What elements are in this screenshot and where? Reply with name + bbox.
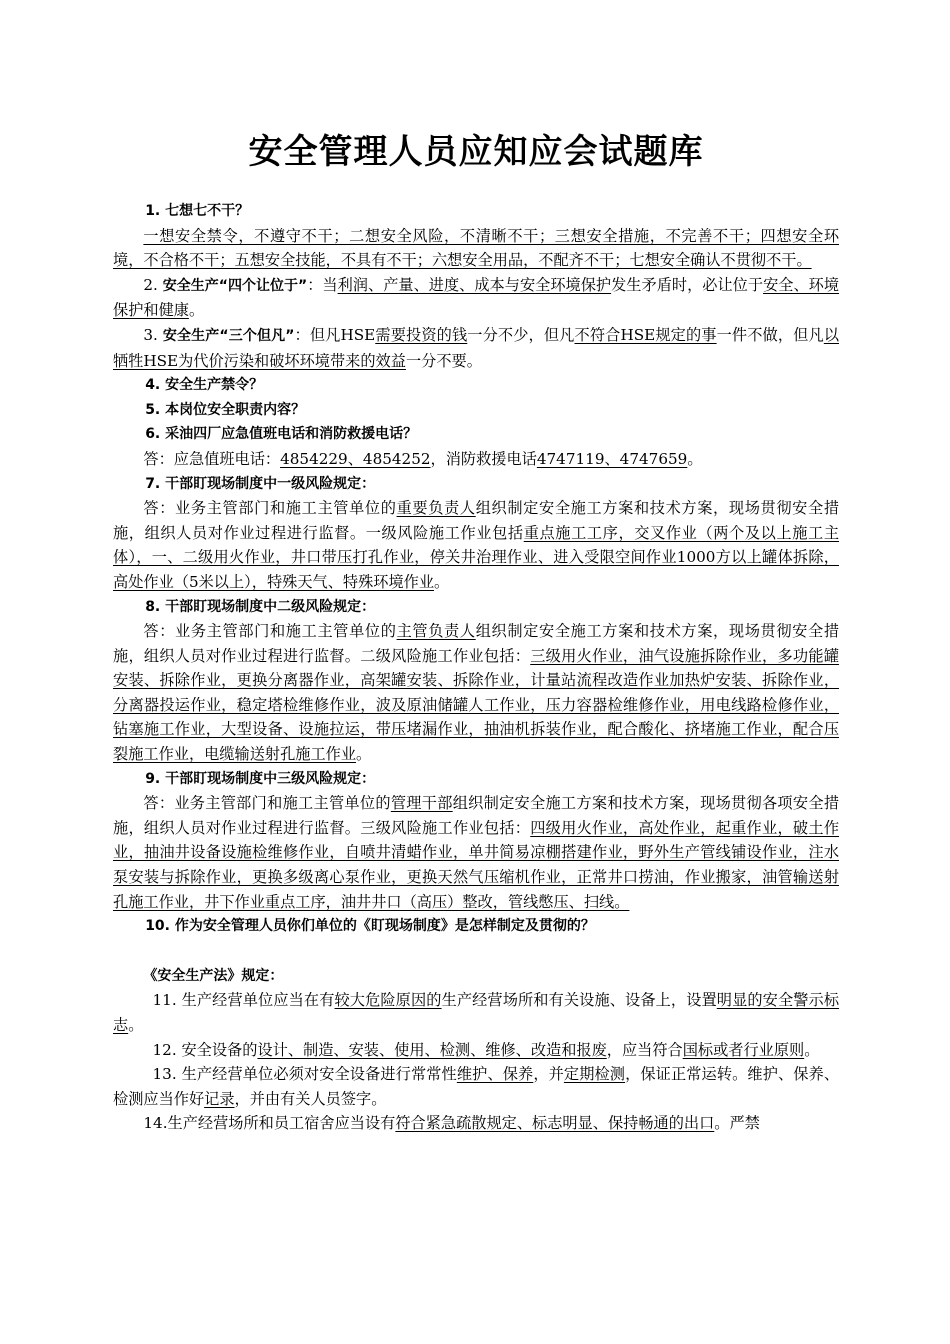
fire-rescue-phone: 4747119、4747659 (536, 449, 688, 468)
item-2-underlined-1: 利润、产量、进度、成本与安全环境保护 (337, 275, 612, 294)
item-3-num: 3. (143, 325, 163, 344)
answer-1 (113, 224, 839, 273)
item-2-underlined-2: 安全、环境保护和健康 (113, 275, 840, 320)
answer-6: 答：应急值班电话：4854229、4854252，消防救援电话4747119、4747659。 (143, 449, 703, 468)
emergency-phone: 4854229、4854252 (280, 449, 431, 468)
item-3-heading: 安全生产“三个但凡” (162, 327, 295, 344)
page-title: 安全管理人员应知应会试题库 (248, 132, 704, 172)
item-2-num: 2. (143, 275, 163, 294)
item-14: 14.生产经营场所和员工宿舍应当设有符合紧急疏散规定、标志明显、保持畅通的出口。严禁 (143, 1114, 760, 1133)
answer-7: 答：业务主管部门和施工主管单位的重要负责人组织制定安全施工方案和技术方案，现场贯彻安全措施，组织人员对作业过程进行监督。一级风险施工作业包括重点施工工序，交叉作业（两个及以上施工主体），一、二级用火作业，井口带压打孔作业，停关井治理作业、进入受限空间作业1000方以上罐体拆除，高处作业（5米以上），特殊天气、特殊环境作业。 (113, 499, 840, 591)
question-7: 7. 干部盯现场制度中一级风险规定： (145, 475, 376, 492)
item-2-heading: 安全生产“四个让位于” (162, 277, 308, 294)
question-5: 5. 本岗位安全职责内容？ (145, 401, 306, 418)
question-4: 4. 安全生产禁令？ (145, 377, 264, 394)
question-8: 8. 干部盯现场制度中二级风险规定： (145, 598, 376, 615)
question-1: 1. 七想七不干？ (145, 203, 250, 219)
item-11: 11. 生产经营单位应当在有较大危险原因的生产经营场所和有关设施、设备上，设置明显的安全警示标志。 (113, 991, 840, 1034)
question-9: 9. 干部盯现场制度中三级风险规定： (145, 770, 376, 787)
item-3: 3. 安全生产“三个但凡”：但凡HSE需要投资的钱一分不少，但凡不符合HSE规定的事一件不做，但凡以牺牲HSE为代价污染和破坏环境带来的效益一分不要。 (113, 325, 839, 370)
answer-9: 答：业务主管部门和施工主管单位的管理干部组织制定安全施工方案和技术方案，现场贯彻各项安全措施，组织人员对作业过程进行监督。三级风险施工作业包括：四级用火作业，高处作业，起重作业，破土作业，抽油井设备设施检维修作业，自喷井清蜡作业，单井简易凉棚搭建作业，野外生产管线铺设作业，注水泵安装与拆除作业，更换多级离心泵作业，更换天然气压缩机作业，正常井口捞油，作业搬家，油管输送射孔施工作业，井下作业重点工序，油井井口（高压）整改，管线憋压、扫线。 (113, 794, 840, 911)
law-heading: 《安全生产法》规定： (143, 967, 284, 984)
question-10: 10. 作为安全管理人员你们单位的《盯现场制度》是怎样制定及贯彻的？ (145, 918, 595, 935)
spacer (113, 939, 839, 963)
answer-1-text: 一想安全禁令，不遵守不干；二想安全风险，不清晰不干；三想安全措施，不完善不干；四想安全环境，不合格不干；五想安全技能，不具有不干；六想安全用品，不配齐不干；七想安全确认不贯彻不干。 (113, 226, 839, 270)
question-6: 6. 采油四厂应急值班电话和消防救援电话？ (145, 426, 418, 443)
document-body (113, 199, 839, 1136)
item-12: 12. 安全设备的设计、制造、安装、使用、检测、维修、改造和报废，应当符合国标或者行业原则。 (152, 1040, 820, 1059)
item-2: 2. 安全生产“四个让位于”：当利润、产量、进度、成本与安全环境保护发生矛盾时，必让位于安全、环境保护和健康。 (113, 275, 840, 320)
item-13: 13. 生产经营单位必须对安全设备进行常常性维护、保养，并定期检测，保证正常运转。维护、保养、检测应当作好记录，并由有关人员签字。 (113, 1065, 840, 1108)
answer-8: 答：业务主管部门和施工主管单位的主管负责人组织制定安全施工方案和技术方案，现场贯彻安全措施，组织人员对作业过程进行监督。二级风险施工作业包括：三级用火作业，油气设施拆除作业，多功能罐安装、拆除作业，更换分离器作业，高架罐安装、拆除作业，计量站流程改造作业加热炉安装、拆除作业，分离器投运作业，稳定塔检维修作业，波及原油储罐人工作业，压力容器检维修作业，用电线路检修作业，钻塞施工作业，大型设备、设施拉运，带压堵漏作业，抽油机拆装作业，配合酸化、挤堵施工作业，配合压裂施工作业，电缆输送射孔施工作业。 (113, 622, 840, 764)
